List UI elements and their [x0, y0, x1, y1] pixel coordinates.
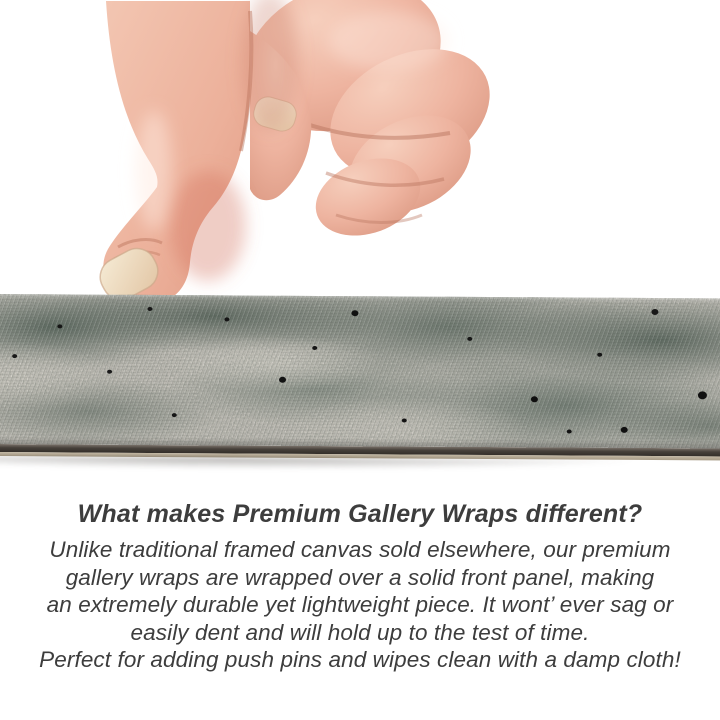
body-line-1: Unlike traditional framed canvas sold elsewhere, our premium: [49, 537, 671, 562]
body-line-5: Perfect for adding push pins and wipes clean with a damp cloth!: [39, 647, 681, 672]
canvas-strip-shadow: [0, 456, 720, 476]
hand-illustration: [58, 0, 498, 312]
body-line-3: an extremely durable yet lightweight piece. It wont’ ever sag or: [46, 592, 674, 617]
paint-specks: [12, 354, 17, 358]
info-section: [0, 499, 720, 674]
body-line-4: easily dent and will hold up to the test of time.: [130, 619, 590, 645]
section-heading: What makes Premium Gallery Wraps different?: [77, 500, 643, 528]
canvas-wrap-edge-photo: [0, 294, 720, 476]
canvas-grain-overlay: [0, 294, 720, 448]
body-line-2: gallery wraps are wrapped over a solid front panel, making: [65, 564, 655, 590]
canvas-texture: [0, 294, 720, 448]
hand-photo: [58, 0, 498, 312]
